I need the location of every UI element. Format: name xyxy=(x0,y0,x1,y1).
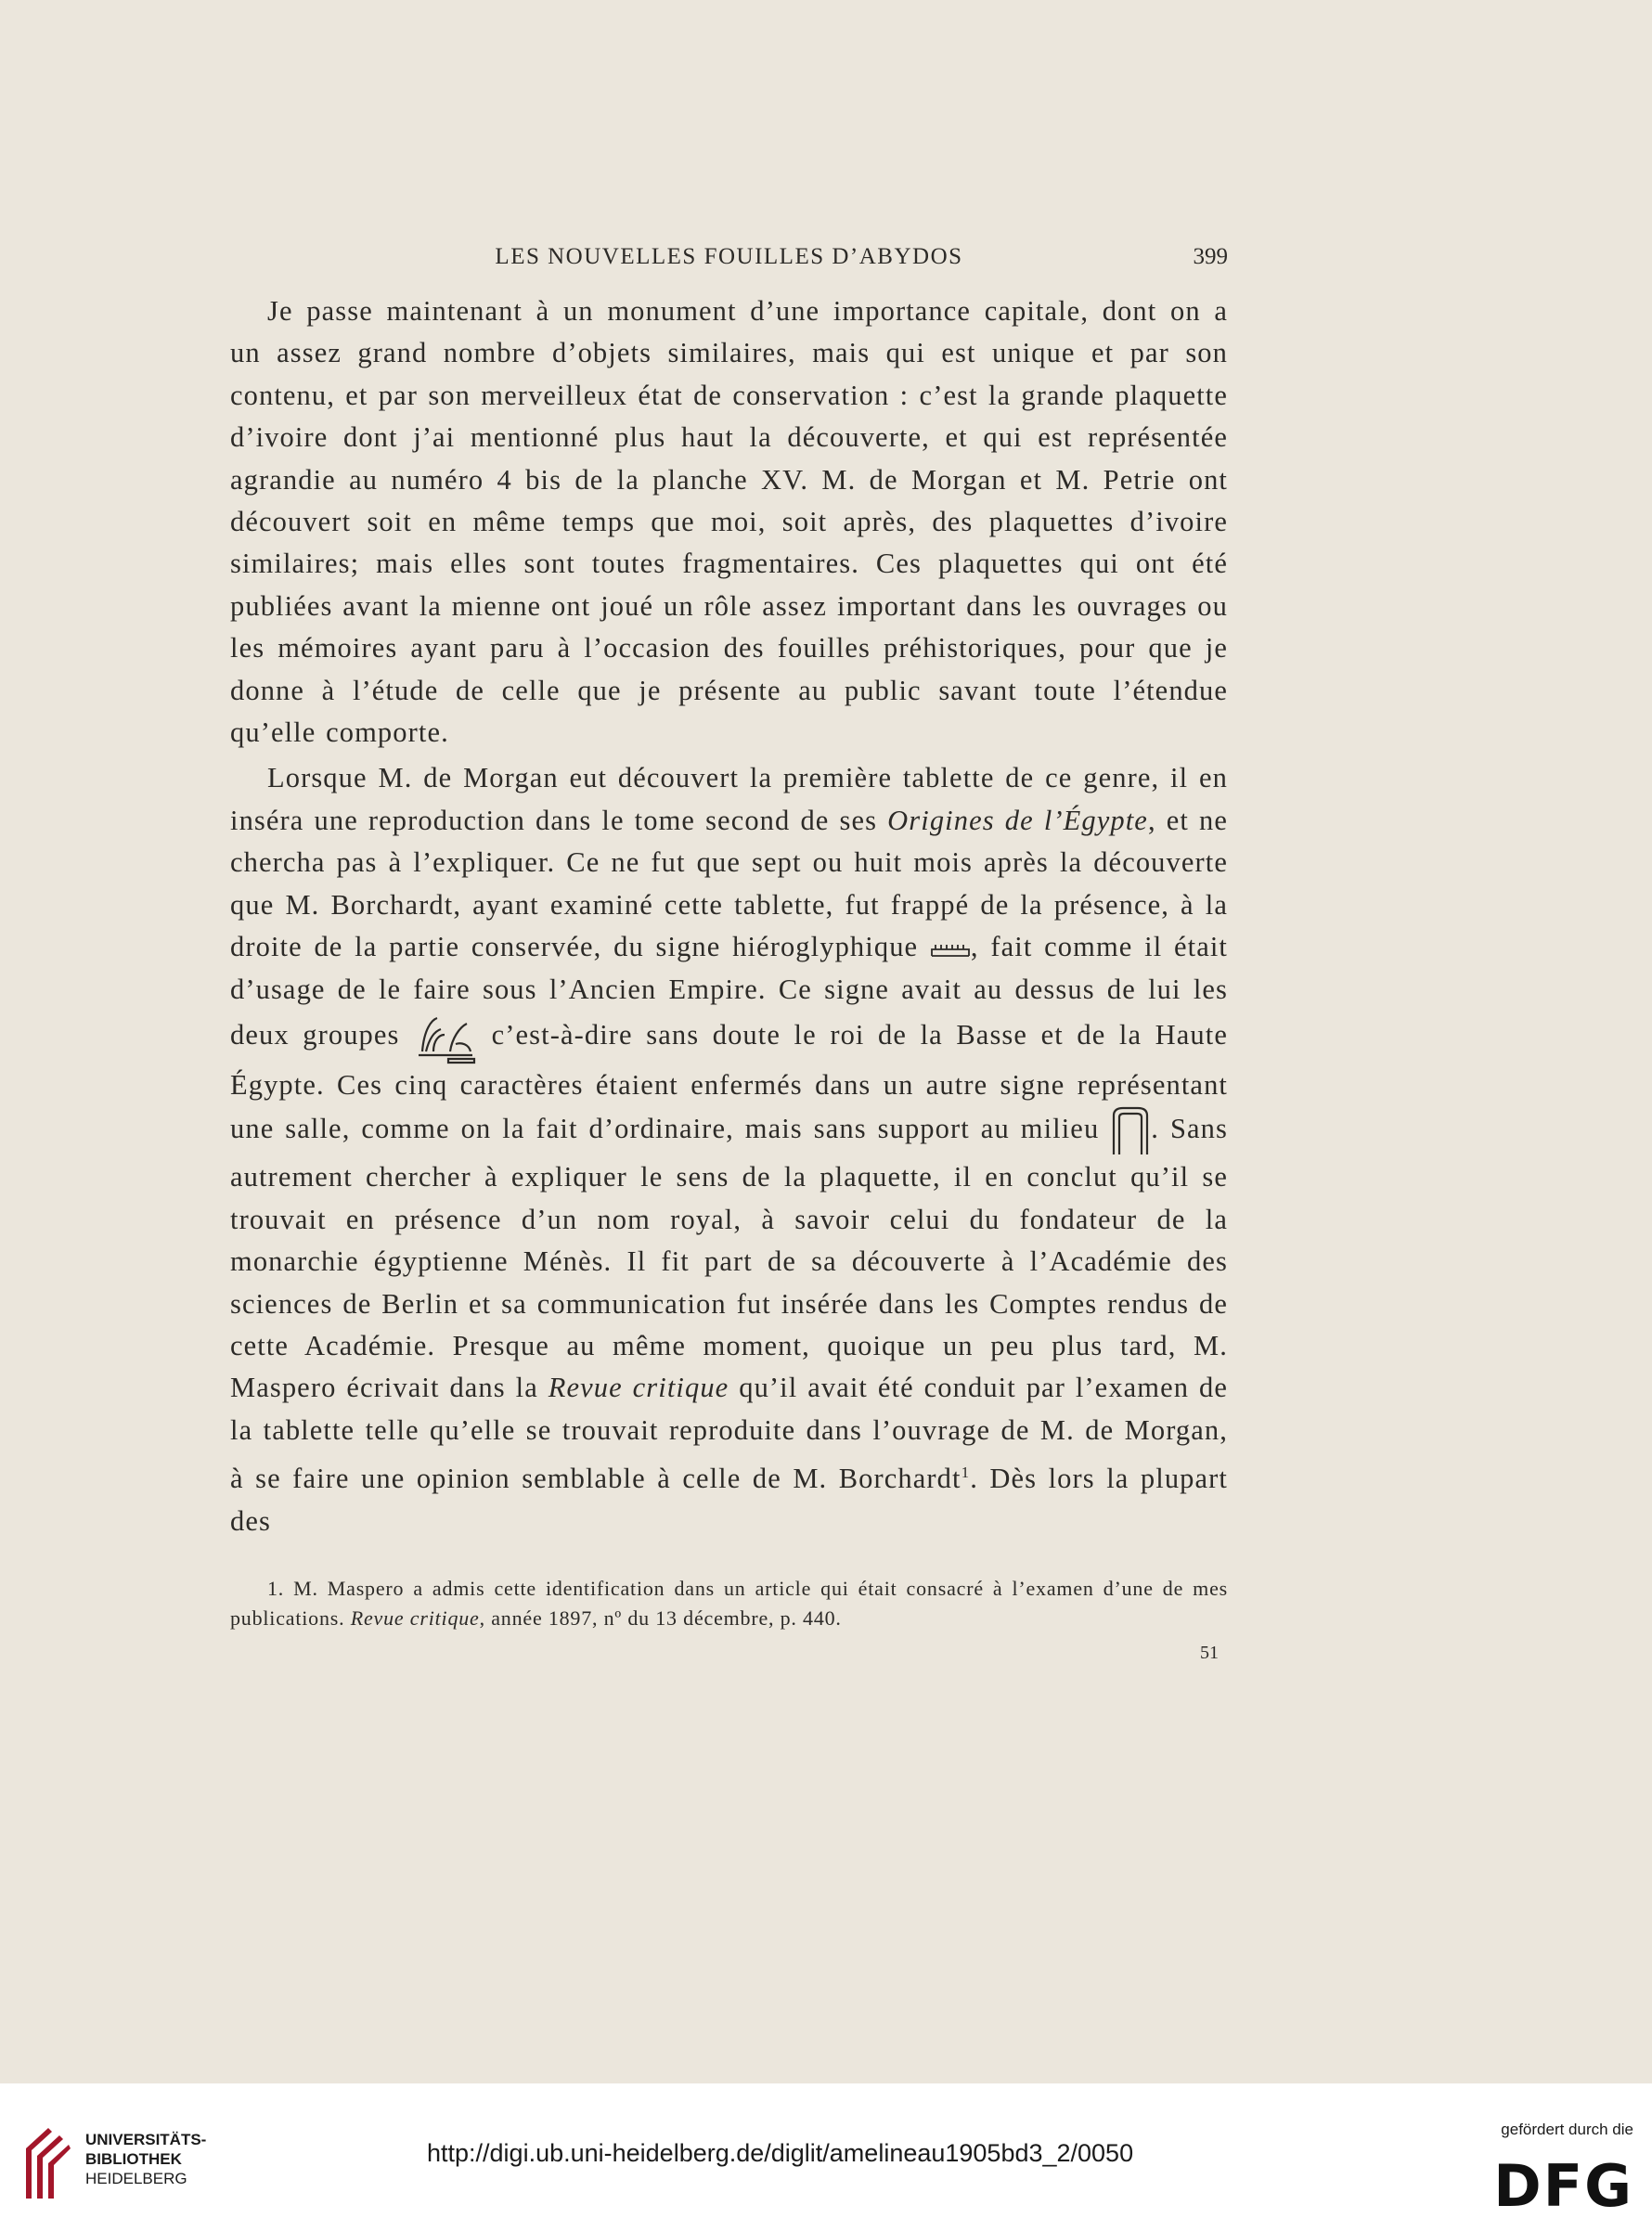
footer-bar xyxy=(0,2083,1652,2231)
signature-mark: 51 xyxy=(1200,1643,1219,1664)
text-run: c’est-à-dire sans doute le roi de la Basse et de la Haute Égypte. Ces cinq caractères étaient enfermés dans un autre signe représentant une salle, comme on la fait d’ordinaire, mais sans support au milieu xyxy=(230,1018,1228,1145)
running-head xyxy=(230,237,1228,283)
library-line-1: UNIVERSITÄTS- xyxy=(85,2131,207,2148)
running-head-title: LES NOUVELLES FOUILLES D’ABYDOS xyxy=(495,244,963,269)
footnote xyxy=(230,1574,1228,1633)
permalink-url[interactable]: http://digi.ub.uni-heidelberg.de/diglit/amelineau1905bd3_2/0050 xyxy=(427,2139,1134,2167)
page-content xyxy=(230,237,1228,1664)
dfg-logo: DFG xyxy=(1493,2152,1633,2220)
library-line-3: HEIDELBERG xyxy=(85,2170,187,2187)
text-run: Lorsque M. de Morgan eut découvert la première tablette de ce genre, il en inséra une reproduction dans le tome second de ses xyxy=(230,762,1228,836)
text-run: . Sans autrement chercher à expliquer le sens de la plaquette, il en conclut qu’il se trouvait en présence d’un nom royal, à savoir celui du fondateur de la monarchie égyptienne Ménès. Il fit part de sa découverte à l’Académie des sciences de Berlin et sa communication fut insérée dans les Comptes rendus de cette Académie. Presque au même moment, quoique un peu plus tard, M. Maspero écrivait dans la xyxy=(230,1113,1228,1404)
italic-title: Origines de l’Égypte xyxy=(887,804,1148,836)
footnote-text: 1. M. Maspero a admis cette identification dans un article qui était consacré à l’examen d’une de mes publications. xyxy=(230,1577,1228,1631)
page-number: 399 xyxy=(1193,244,1228,269)
university-library-logo-icon xyxy=(19,2121,74,2204)
footnote-italic: Revue critique xyxy=(350,1606,480,1631)
library-line-2: BIBLIOTHEK xyxy=(85,2150,182,2168)
text-run: qu’il avait été conduit par l’examen de la tablette telle qu’elle se trouvait reproduite dans l’ouvrage de M. de Morgan, à se faire une opinion semblable à celle de M. Borchardt xyxy=(230,1372,1228,1495)
hieroglyph-men-icon xyxy=(930,939,971,960)
funding-label: gefördert durch die xyxy=(1501,2121,1633,2138)
hieroglyph-sedge-bee-icon xyxy=(413,1011,478,1064)
text-run: , fait comme il était d’usage de le faire sous l’Ancien Empire. Ce signe avait au dessus de lui les deux groupes xyxy=(230,931,1228,1051)
italic-journal: Revue critique xyxy=(548,1372,729,1404)
paragraph-2 xyxy=(230,757,1228,1542)
text-run: , et ne chercha pas à l’expliquer. Ce ne fut que sept ou huit mois après la découverte que M. Borchardt, ayant examiné cette tablette, fut frappé de la présence, à la droite de la partie conservée, du signe hiéroglyphique xyxy=(230,804,1228,963)
body-text xyxy=(230,290,1228,1542)
footnote-reference[interactable]: 1 xyxy=(961,1464,971,1482)
hieroglyph-hall-icon xyxy=(1110,1106,1151,1156)
footnote-text: , année 1897, nº du 13 décembre, p. 440. xyxy=(479,1606,842,1631)
university-library-name xyxy=(85,2130,206,2188)
paragraph-1: Je passe maintenant à un monument d’une importance capitale, dont on a un assez grand nombre d’objets similaires, mais qui est unique et par son contenu, et par son merveilleux état de conservation : c’est la grande plaquette d’ivoire dont j’ai mentionné plus haut la découverte, et qui est représentée agrandie au numéro 4 bis de la planche XV. M. de Morgan et M. Petrie ont découvert soit en même temps que moi, soit après, des plaquettes d’ivoire similaires; mais elles sont toutes fragmentaires. Ces plaquettes qui ont été publiées avant la mienne ont joué un rôle assez important dans les ouvrages ou les mémoires ayant paru à l’occasion des fouilles préhistoriques, pour que je donne à l’étude de celle que je présente au public savant toute l’étendue qu’elle comporte. xyxy=(230,295,1228,749)
text-run: . Dès lors la plupart des xyxy=(230,1463,1228,1537)
